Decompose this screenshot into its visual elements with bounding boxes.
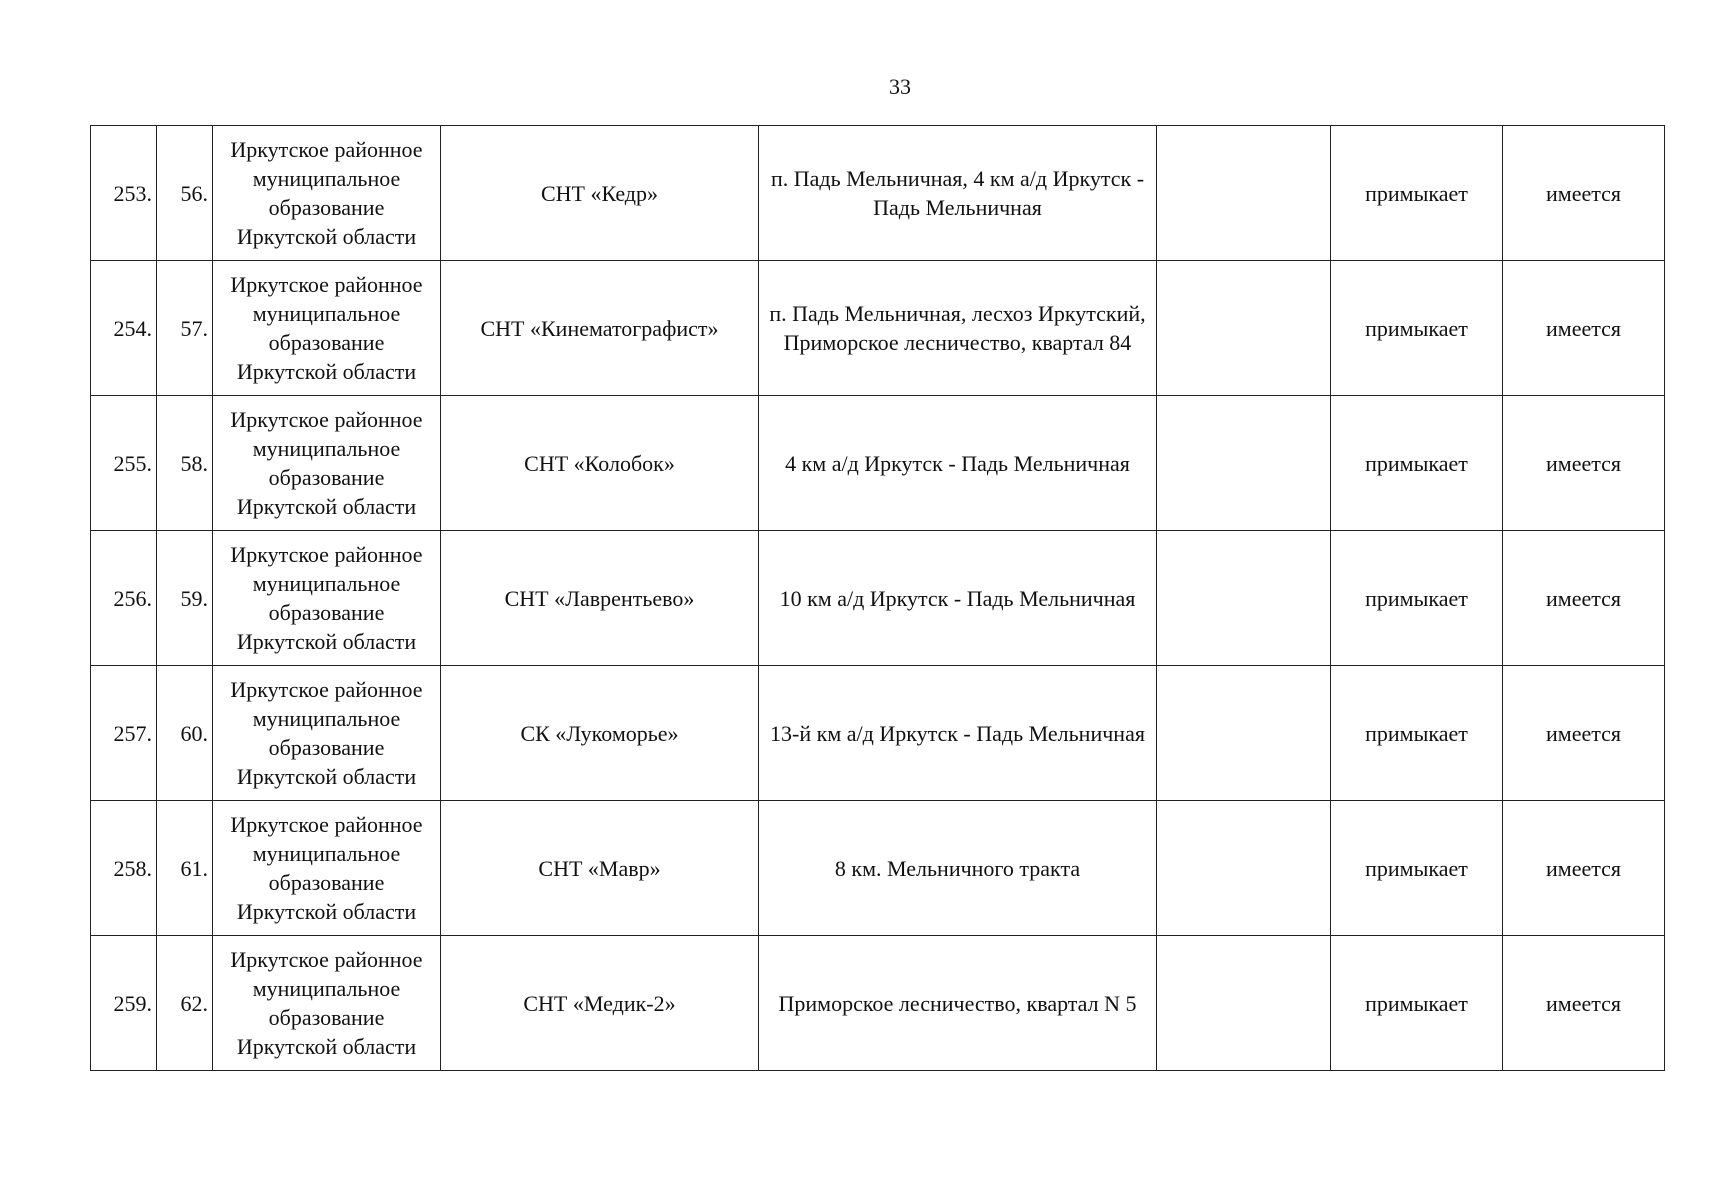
table-row <box>91 396 1665 531</box>
row-number: 254. <box>91 261 157 396</box>
row-number: 258. <box>91 801 157 936</box>
empty-cell <box>1157 261 1331 396</box>
empty-cell <box>1157 396 1331 531</box>
name-cell: СНТ «Лаврентьево» <box>441 531 759 666</box>
address-cell: 13-й км а/д Иркутск - Падь Мельничная <box>759 666 1157 801</box>
row-sub-number: 59. <box>157 531 213 666</box>
row-sub-number: 62. <box>157 936 213 1071</box>
availability-cell: имеется <box>1503 936 1665 1071</box>
row-sub-number: 61. <box>157 801 213 936</box>
address-cell: п. Падь Мельничная, 4 км а/д Иркутск - Падь Мельничная <box>759 126 1157 261</box>
name-cell: СНТ «Колобок» <box>441 396 759 531</box>
table-row <box>91 666 1665 801</box>
empty-cell <box>1157 936 1331 1071</box>
availability-cell: имеется <box>1503 801 1665 936</box>
empty-cell <box>1157 801 1331 936</box>
availability-cell: имеется <box>1503 261 1665 396</box>
availability-cell: имеется <box>1503 531 1665 666</box>
page-number: 33 <box>889 74 911 99</box>
availability-cell: имеется <box>1503 396 1665 531</box>
table-row <box>91 936 1665 1071</box>
municipality-cell: Иркутское районное муниципальное образование Иркутской области <box>213 801 441 936</box>
municipality-cell: Иркутское районное муниципальное образование Иркутской области <box>213 261 441 396</box>
row-number: 256. <box>91 531 157 666</box>
relation-cell: примыкает <box>1331 261 1503 396</box>
empty-cell <box>1157 126 1331 261</box>
name-cell: СК «Лукоморье» <box>441 666 759 801</box>
address-cell: Приморское лесничество, квартал N 5 <box>759 936 1157 1071</box>
availability-cell: имеется <box>1503 126 1665 261</box>
table-row <box>91 126 1665 261</box>
row-sub-number: 60. <box>157 666 213 801</box>
relation-cell: примыкает <box>1331 801 1503 936</box>
table-row <box>91 261 1665 396</box>
register-table <box>90 125 1665 1071</box>
municipality-cell: Иркутское районное муниципальное образование Иркутской области <box>213 666 441 801</box>
table-row <box>91 801 1665 936</box>
relation-cell: примыкает <box>1331 936 1503 1071</box>
address-cell: 8 км. Мельничного тракта <box>759 801 1157 936</box>
row-number: 259. <box>91 936 157 1071</box>
address-cell: 10 км а/д Иркутск - Падь Мельничная <box>759 531 1157 666</box>
availability-cell: имеется <box>1503 666 1665 801</box>
relation-cell: примыкает <box>1331 666 1503 801</box>
municipality-cell: Иркутское районное муниципальное образование Иркутской области <box>213 126 441 261</box>
municipality-cell: Иркутское районное муниципальное образование Иркутской области <box>213 936 441 1071</box>
row-number: 257. <box>91 666 157 801</box>
relation-cell: примыкает <box>1331 531 1503 666</box>
empty-cell <box>1157 531 1331 666</box>
relation-cell: примыкает <box>1331 126 1503 261</box>
address-cell: п. Падь Мельничная, лесхоз Иркутский, Приморское лесничество, квартал 84 <box>759 261 1157 396</box>
name-cell: СНТ «Медик-2» <box>441 936 759 1071</box>
name-cell: СНТ «Кинематографист» <box>441 261 759 396</box>
relation-cell: примыкает <box>1331 396 1503 531</box>
table-row <box>91 531 1665 666</box>
address-cell: 4 км а/д Иркутск - Падь Мельничная <box>759 396 1157 531</box>
row-number: 255. <box>91 396 157 531</box>
row-sub-number: 58. <box>157 396 213 531</box>
municipality-cell: Иркутское районное муниципальное образование Иркутской области <box>213 396 441 531</box>
name-cell: СНТ «Мавр» <box>441 801 759 936</box>
empty-cell <box>1157 666 1331 801</box>
municipality-cell: Иркутское районное муниципальное образование Иркутской области <box>213 531 441 666</box>
row-sub-number: 56. <box>157 126 213 261</box>
row-number: 253. <box>91 126 157 261</box>
row-sub-number: 57. <box>157 261 213 396</box>
name-cell: СНТ «Кедр» <box>441 126 759 261</box>
